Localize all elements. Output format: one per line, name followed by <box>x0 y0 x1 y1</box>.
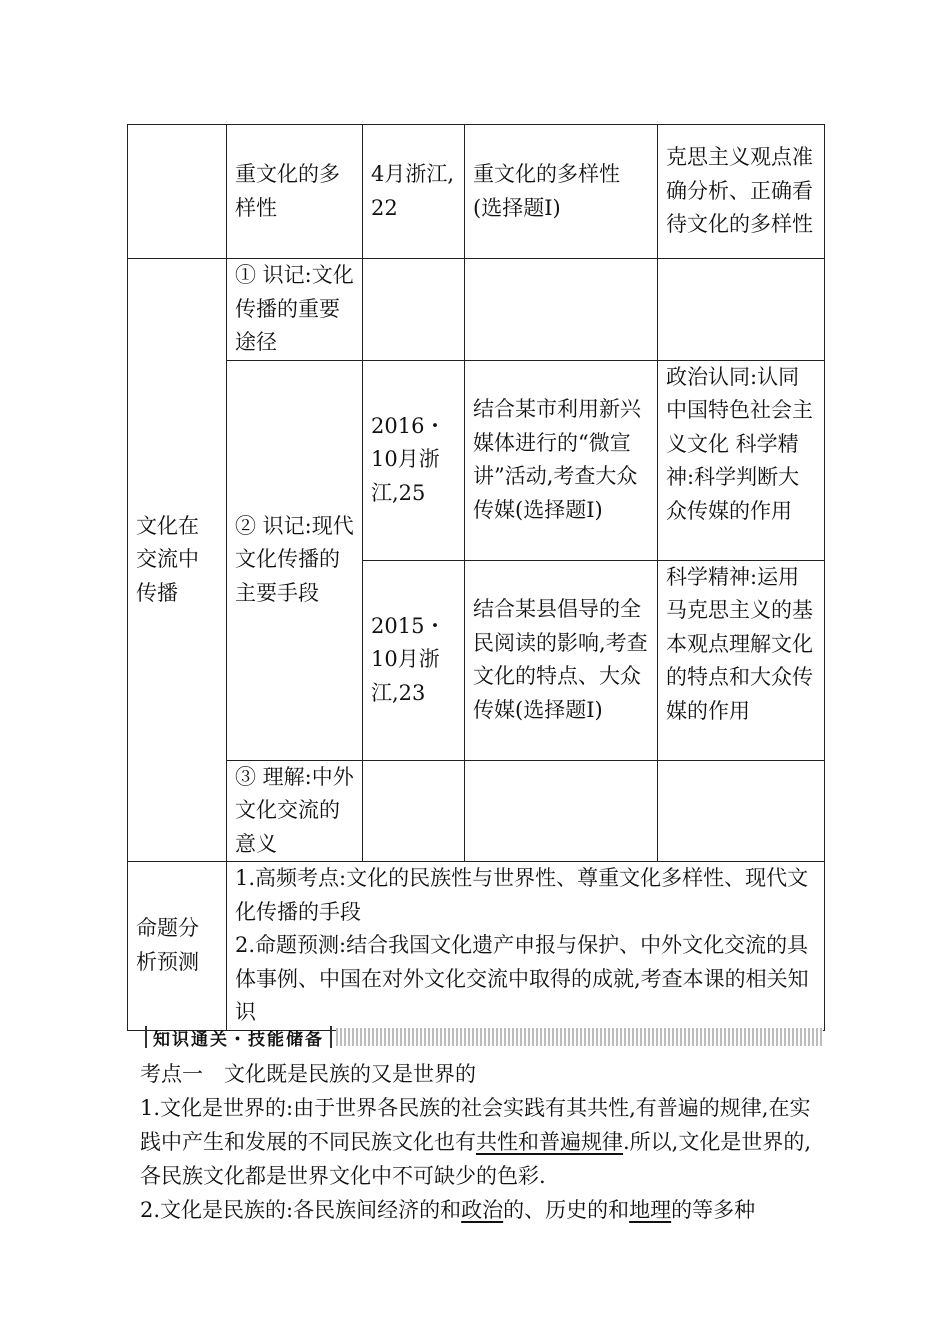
text-run: 1.文化是世界的:由于世界各民族的社会实践有其共性,有普遍的规律,在实践中产生和发展的不同民族文化也有 <box>140 1096 811 1154</box>
body-text <box>140 1057 830 1227</box>
knowledge-point-cell: 重文化的多样性 <box>227 125 363 259</box>
exam-year-cell <box>363 760 465 862</box>
text-run: 的、历史的和 <box>503 1198 630 1222</box>
topic-heading: 考点一 文化既是民族的又是世界的 <box>140 1062 476 1086</box>
exam-year-cell: 2016・10月浙江,25 <box>363 360 465 560</box>
text-run: 2.文化是民族的:各民族间经济的和 <box>140 1198 462 1222</box>
text-run: 的等多种 <box>671 1198 756 1222</box>
underlined-answer: 共性和普遍规律 <box>476 1130 623 1154</box>
underlined-answer: 政治 <box>461 1198 504 1222</box>
table-row <box>128 360 825 560</box>
knowledge-point-cell: ② 识记:现代文化传播的主要手段 <box>227 360 363 760</box>
table-row <box>128 760 825 862</box>
exam-year-cell <box>363 259 465 361</box>
core-literacy-cell <box>658 760 825 862</box>
analysis-line: 1.高频考点:文化的民族性与世界性、尊重文化多样性、现代文化传播的手段 <box>235 866 809 924</box>
core-literacy-cell: 克思主义观点准确分析、正确看待文化的多样性 <box>658 125 825 259</box>
header-hatch-decoration <box>336 1028 823 1046</box>
core-literacy-cell: 政治认同:认同中国特色社会主义文化 科学精神:科学判断大众传媒的作用 <box>658 360 825 560</box>
exam-year-cell: 2015・10月浙江,23 <box>363 560 465 760</box>
exam-outline-table <box>127 124 825 1031</box>
exam-content-cell <box>465 259 658 361</box>
core-literacy-cell <box>658 259 825 361</box>
analysis-line: 2.命题预测:结合我国文化遗产申报与保护、中外文化交流的具体事例、中国在对外文化交流中取得的成就,考查本课的相关知识 <box>235 933 809 1024</box>
knowledge-point-cell: ① 识记:文化传播的重要途径 <box>227 259 363 361</box>
header-divider <box>330 1026 332 1048</box>
analysis-content-cell <box>227 862 825 1031</box>
exam-content-cell: 结合某市利用新兴媒体进行的“微宣讲”活动,考查大众传媒(选择题Ⅰ) <box>465 360 658 560</box>
paragraph <box>140 1091 830 1193</box>
core-literacy-cell: 科学精神:运用马克思主义的基本观点理解文化的特点和大众传媒的作用 <box>658 560 825 760</box>
exam-content-cell: 重文化的多样性(选择题Ⅰ) <box>465 125 658 259</box>
section-header <box>145 1025 823 1049</box>
table-row <box>128 259 825 361</box>
exam-content-cell: 结合某县倡导的全民阅读的影响,考查文化的特点、大众传媒(选择题Ⅰ) <box>465 560 658 760</box>
table-row <box>128 862 825 1031</box>
table-row <box>128 125 825 259</box>
exam-year-cell: 4月浙江,22 <box>363 125 465 259</box>
exam-content-cell <box>465 760 658 862</box>
analysis-label-cell: 命题分析预测 <box>128 862 227 1031</box>
paragraph <box>140 1193 830 1227</box>
knowledge-point-cell: ③ 理解:中外文化交流的意义 <box>227 760 363 862</box>
text-run: .所以,文化是世界的,各民族文化都是世界文化中不可缺少的色彩. <box>140 1130 812 1188</box>
underlined-answer: 地理 <box>629 1198 672 1222</box>
section-header-title: 知识通关・技能储备 <box>153 1029 324 1050</box>
section-name-cell: 文化在交流中传播 <box>128 259 227 862</box>
section-cell-empty <box>128 125 227 259</box>
